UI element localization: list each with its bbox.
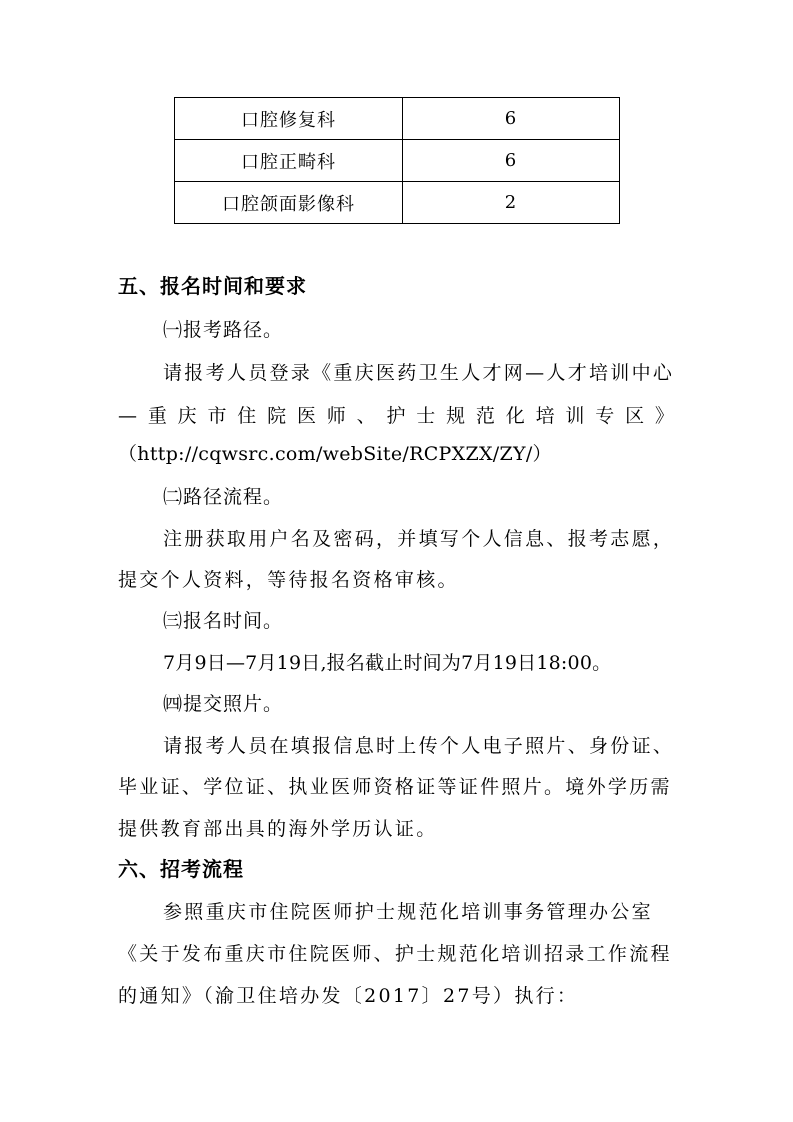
item-title-process: ㈡路径流程。: [163, 486, 284, 508]
justified-char: 市: [207, 405, 227, 427]
justified-char: 、: [356, 405, 376, 427]
justified-char: —: [118, 405, 137, 427]
justified-char: 院: [267, 405, 287, 427]
table-row: [175, 98, 620, 140]
paragraph-line: 提交个人资料，等待报名资格审核。: [118, 569, 459, 591]
paragraph-line: 的通知》（渝卫住培办发〔2017〕27号）执行：: [118, 985, 579, 1007]
paragraph-line: 毕业证、学位证、执业医师资格证等证件照片。境外学历需: [118, 776, 672, 798]
item-title-registration-path: ㈠报考路径。: [163, 319, 284, 341]
table-row: [175, 182, 620, 224]
paragraph-line: 《关于发布重庆市住院医师、护士规范化培训招录工作流程: [118, 943, 672, 965]
paragraph-line: 参照重庆市住院医师护士规范化培训事务管理办公室: [163, 901, 653, 923]
paragraph-line-justified: [118, 404, 674, 428]
department-quota-table: [174, 97, 620, 224]
justified-char: 范: [475, 405, 495, 427]
paragraph-line: 请报考人员在填报信息时上传个人电子照片、身份证、: [163, 735, 675, 757]
justified-char: 庆: [177, 405, 197, 427]
justified-char: 区: [625, 405, 645, 427]
paragraph-line: 提供教育部出具的海外学历认证。: [118, 818, 438, 840]
table-row: [175, 140, 620, 182]
justified-char: 专: [595, 405, 615, 427]
justified-char: 培: [535, 405, 555, 427]
section-heading-process: 六、招考流程: [118, 857, 244, 881]
quota-count-cell: 6: [403, 140, 620, 182]
justified-char: 住: [237, 405, 257, 427]
justified-char: 训: [565, 405, 585, 427]
item-title-photos: ㈣提交照片。: [163, 693, 284, 715]
justified-char: 医: [296, 405, 316, 427]
justified-char: 师: [326, 405, 346, 427]
dept-name-cell: 口腔修复科: [175, 98, 403, 140]
paragraph-line: 注册获取用户名及密码，并填写个人信息、报考志愿，: [163, 528, 675, 550]
quota-count-cell: 6: [403, 98, 620, 140]
dept-name-cell: 口腔正畸科: [175, 140, 403, 182]
justified-char: 护: [386, 405, 406, 427]
quota-count-cell: 2: [403, 182, 620, 224]
justified-char: 》: [654, 405, 674, 427]
registration-url: （http://cqwsrc.com/webSite/RCPXZX/ZY/）: [118, 443, 552, 465]
registration-time-text: 7月9日—7月19日,报名截止时间为7月19日18:00。: [163, 652, 612, 674]
justified-char: 化: [505, 405, 525, 427]
section-heading-registration: 五、报名时间和要求: [118, 274, 307, 298]
justified-char: 重: [147, 405, 167, 427]
item-title-registration-time: ㈢报名时间。: [163, 610, 284, 632]
paragraph-line: 请报考人员登录《重庆医药卫生人才网—人才培训中心: [163, 362, 675, 384]
justified-char: 士: [416, 405, 436, 427]
dept-name-cell: 口腔颌面影像科: [175, 182, 403, 224]
justified-char: 规: [446, 405, 466, 427]
